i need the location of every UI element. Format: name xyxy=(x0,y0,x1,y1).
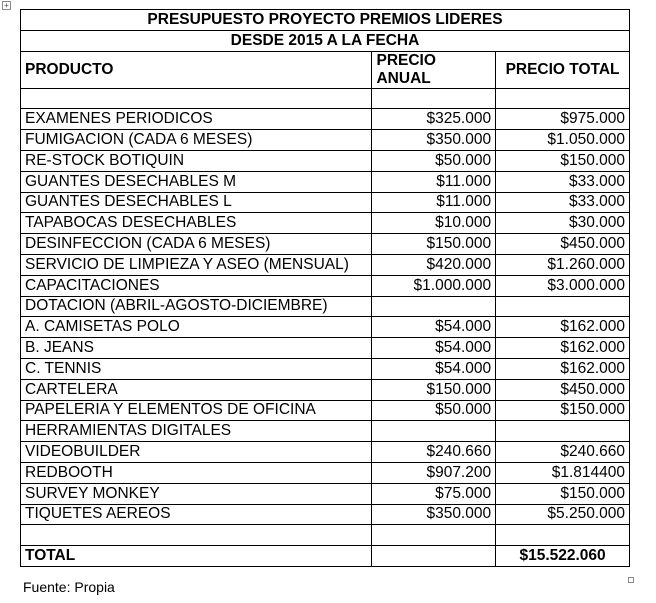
header-row xyxy=(21,51,630,88)
header-annual-price xyxy=(372,51,496,88)
budget-table xyxy=(20,9,630,567)
product-cell: DOTACION (ABRIL-AGOSTO-DICIEMBRE) xyxy=(21,296,372,317)
annual-price-cell: $75.000 xyxy=(372,483,496,504)
product-cell: RE-STOCK BOTIQUIN xyxy=(21,150,372,171)
spacer-cell xyxy=(372,88,496,109)
spacer-cell xyxy=(21,525,372,546)
product-cell: DESINFECCION (CADA 6 MESES) xyxy=(21,234,372,255)
table-row xyxy=(21,150,630,171)
product-cell: EXAMENES PERIODICOS xyxy=(21,109,372,130)
header-annual-price-text: PRECIO ANUAL xyxy=(376,51,436,87)
product-cell: A. CAMISETAS POLO xyxy=(21,317,372,338)
source-note: Fuente: Propia xyxy=(23,579,115,595)
table-row xyxy=(21,234,630,255)
table-move-handle[interactable]: + xyxy=(2,1,11,10)
product-cell: GUANTES DESECHABLES M xyxy=(21,171,372,192)
product-cell: PAPELERIA Y ELEMENTOS DE OFICINA xyxy=(21,400,372,421)
product-cell: HERRAMIENTAS DIGITALES xyxy=(21,421,372,442)
annual-price-cell: $420.000 xyxy=(372,254,496,275)
spacer-cell xyxy=(496,525,630,546)
annual-price-cell: $1.000.000 xyxy=(372,275,496,296)
total-price-cell: $150.000 xyxy=(496,150,630,171)
annual-price-cell xyxy=(372,421,496,442)
product-cell: FUMIGACION (CADA 6 MESES) xyxy=(21,130,372,151)
total-price-cell: $450.000 xyxy=(496,379,630,400)
table-row xyxy=(21,213,630,234)
product-cell: SERVICIO DE LIMPIEZA Y ASEO (MENSUAL) xyxy=(21,254,372,275)
total-price-cell: $240.660 xyxy=(496,442,630,463)
annual-price-cell: $150.000 xyxy=(372,379,496,400)
spacer-cell xyxy=(372,525,496,546)
table-row xyxy=(21,275,630,296)
table-row xyxy=(21,317,630,338)
spacer-cell xyxy=(496,88,630,109)
table-row xyxy=(21,296,630,317)
table-row xyxy=(21,442,630,463)
total-price-cell: $162.000 xyxy=(496,338,630,359)
total-price-cell xyxy=(496,421,630,442)
header-total-price: PRECIO TOTAL xyxy=(496,51,630,88)
annual-price-cell: $150.000 xyxy=(372,234,496,255)
total-price-cell: $150.000 xyxy=(496,483,630,504)
title-row-2 xyxy=(21,30,630,51)
annual-price-cell: $240.660 xyxy=(372,442,496,463)
product-cell: CARTELERA xyxy=(21,379,372,400)
annual-price-cell: $50.000 xyxy=(372,150,496,171)
total-empty-cell xyxy=(372,546,496,567)
product-cell: C. TENNIS xyxy=(21,358,372,379)
total-price-cell: $150.000 xyxy=(496,400,630,421)
table-row xyxy=(21,130,630,151)
table-row xyxy=(21,421,630,442)
product-cell: GUANTES DESECHABLES L xyxy=(21,192,372,213)
total-price-cell: $33.000 xyxy=(496,192,630,213)
budget-table-body xyxy=(21,10,630,567)
table-row xyxy=(21,171,630,192)
annual-price-cell xyxy=(372,296,496,317)
total-price-cell: $1.814400 xyxy=(496,462,630,483)
product-cell: SURVEY MONKEY xyxy=(21,483,372,504)
total-price-cell: $450.000 xyxy=(496,234,630,255)
total-row xyxy=(21,546,630,567)
table-row xyxy=(21,358,630,379)
total-price-cell: $5.250.000 xyxy=(496,504,630,525)
annual-price-cell: $350.000 xyxy=(372,130,496,151)
table-subtitle: DESDE 2015 A LA FECHA xyxy=(21,30,630,51)
annual-price-cell: $54.000 xyxy=(372,358,496,379)
product-cell: B. JEANS xyxy=(21,338,372,359)
spacer-cell xyxy=(21,88,372,109)
annual-price-cell: $11.000 xyxy=(372,192,496,213)
table-title: PRESUPUESTO PROYECTO PREMIOS LIDERES xyxy=(21,10,630,31)
total-price-cell: $3.000.000 xyxy=(496,275,630,296)
table-row xyxy=(21,504,630,525)
title-row-1 xyxy=(21,10,630,31)
table-row xyxy=(21,192,630,213)
table-row xyxy=(21,109,630,130)
table-row xyxy=(21,400,630,421)
product-cell: TAPABOCAS DESECHABLES xyxy=(21,213,372,234)
total-price-cell: $1.260.000 xyxy=(496,254,630,275)
product-cell: VIDEOBUILDER xyxy=(21,442,372,463)
annual-price-cell: $54.000 xyxy=(372,317,496,338)
total-price-cell: $30.000 xyxy=(496,213,630,234)
table-row xyxy=(21,483,630,504)
total-value: $15.522.060 xyxy=(496,546,630,567)
total-price-cell: $975.000 xyxy=(496,109,630,130)
table-row xyxy=(21,379,630,400)
table-row xyxy=(21,254,630,275)
annual-price-cell: $350.000 xyxy=(372,504,496,525)
total-price-cell xyxy=(496,296,630,317)
annual-price-cell: $54.000 xyxy=(372,338,496,359)
annual-price-cell: $907.200 xyxy=(372,462,496,483)
annual-price-cell: $50.000 xyxy=(372,400,496,421)
product-cell: CAPACITACIONES xyxy=(21,275,372,296)
product-cell: TIQUETES AEREOS xyxy=(21,504,372,525)
table-resize-handle[interactable] xyxy=(628,577,634,583)
total-price-cell: $162.000 xyxy=(496,358,630,379)
table-row xyxy=(21,338,630,359)
annual-price-cell: $11.000 xyxy=(372,171,496,192)
header-product: PRODUCTO xyxy=(21,51,372,88)
total-price-cell: $162.000 xyxy=(496,317,630,338)
total-label: TOTAL xyxy=(21,546,372,567)
total-price-cell: $33.000 xyxy=(496,171,630,192)
spacer-row xyxy=(21,88,630,109)
annual-price-cell: $325.000 xyxy=(372,109,496,130)
total-price-cell: $1.050.000 xyxy=(496,130,630,151)
product-cell: REDBOOTH xyxy=(21,462,372,483)
table-row xyxy=(21,462,630,483)
annual-price-cell: $10.000 xyxy=(372,213,496,234)
spacer-row xyxy=(21,525,630,546)
